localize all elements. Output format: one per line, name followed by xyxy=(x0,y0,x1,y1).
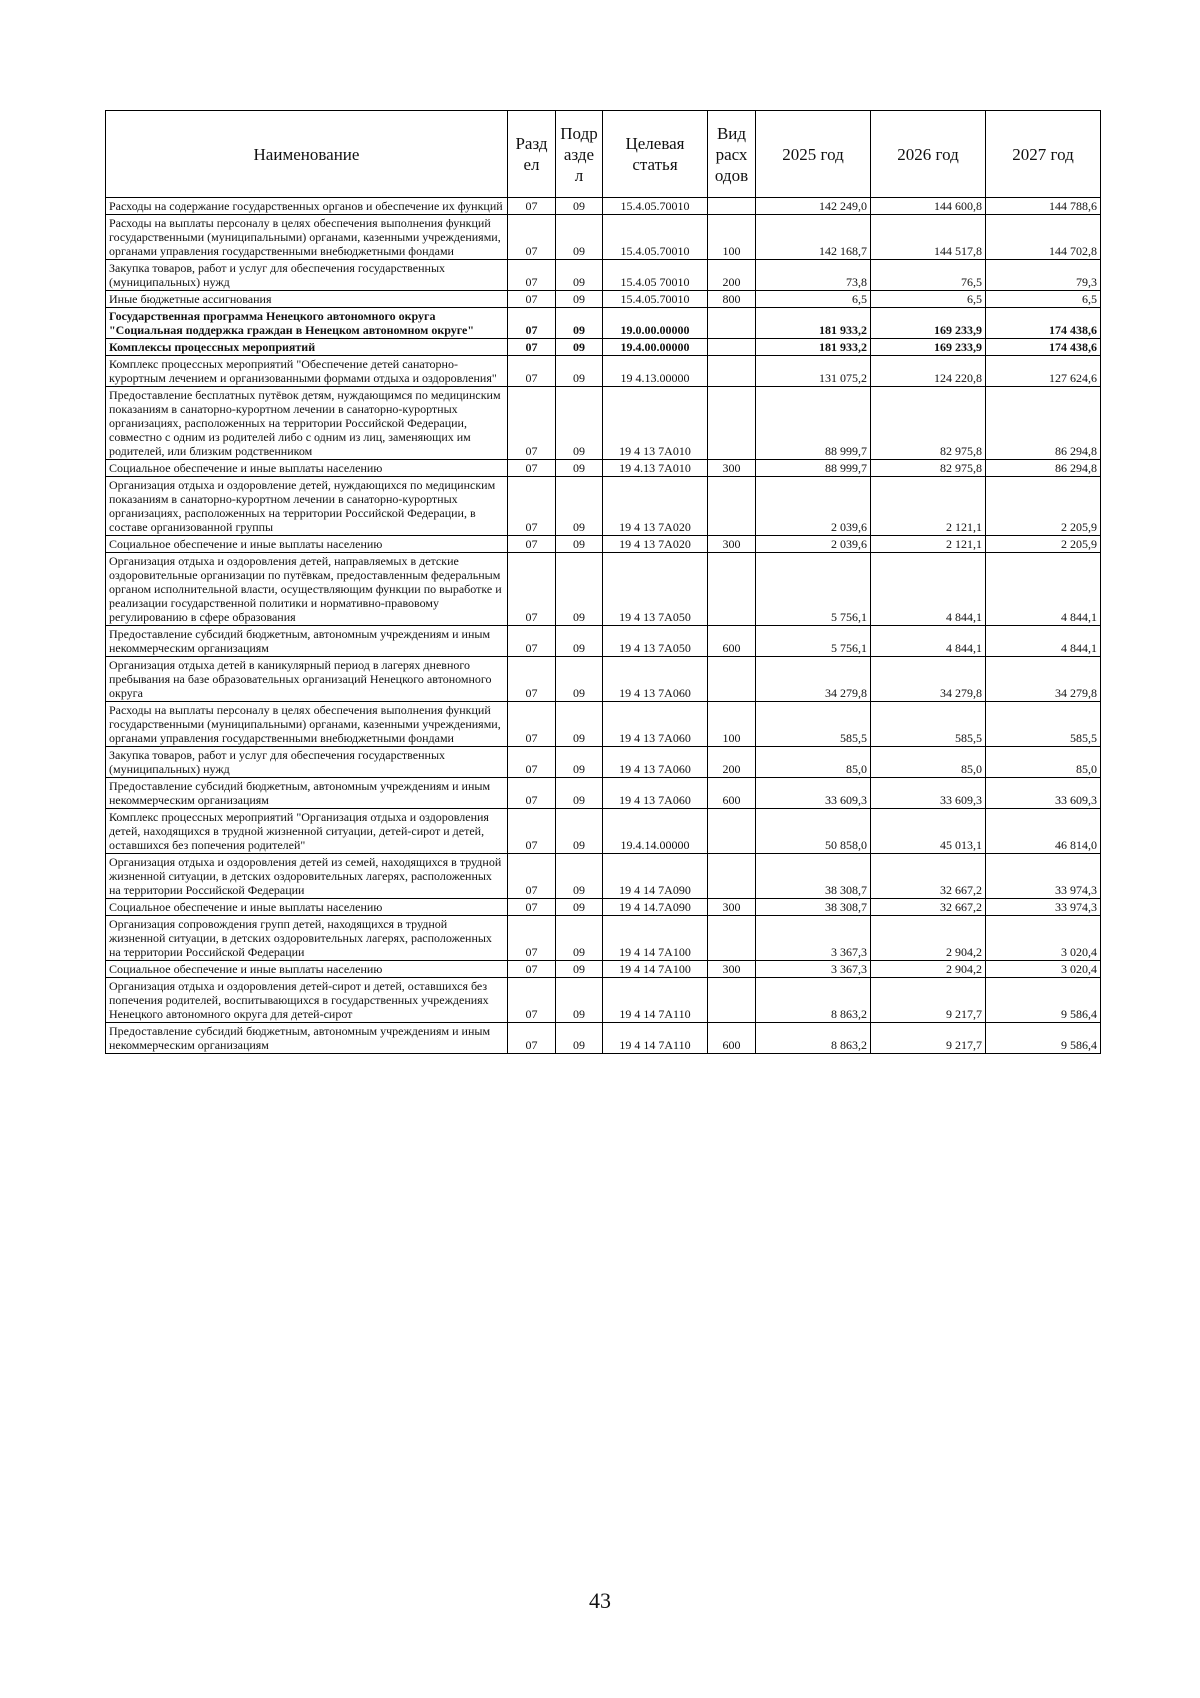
row-amount-2025: 2 039,6 xyxy=(756,536,871,553)
row-name: Предоставление субсидий бюджетным, автономным учреждениям и иным некоммерческим организациям xyxy=(106,626,508,657)
row-amount-2027: 174 438,6 xyxy=(986,308,1101,339)
row-expense-type: 100 xyxy=(708,215,756,260)
row-amount-2025: 3 367,3 xyxy=(756,961,871,978)
row-section: 07 xyxy=(508,657,556,702)
row-amount-2027: 9 586,4 xyxy=(986,978,1101,1023)
row-amount-2027: 3 020,4 xyxy=(986,916,1101,961)
row-amount-2027: 6,5 xyxy=(986,291,1101,308)
row-section: 07 xyxy=(508,778,556,809)
row-expense-type xyxy=(708,657,756,702)
row-subsection: 09 xyxy=(556,460,603,477)
table-row xyxy=(106,978,1101,1023)
row-amount-2027: 585,5 xyxy=(986,702,1101,747)
row-section: 07 xyxy=(508,387,556,460)
row-amount-2026: 2 121,1 xyxy=(871,536,986,553)
row-target-item: 19 4.13 7А010 xyxy=(603,460,708,477)
table-row xyxy=(106,387,1101,460)
row-subsection: 09 xyxy=(556,778,603,809)
row-expense-type: 800 xyxy=(708,291,756,308)
row-amount-2027: 9 586,4 xyxy=(986,1023,1101,1054)
row-expense-type xyxy=(708,387,756,460)
row-subsection: 09 xyxy=(556,809,603,854)
header-year-2025: 2025 год xyxy=(756,111,871,198)
row-amount-2026: 2 121,1 xyxy=(871,477,986,536)
row-expense-type: 100 xyxy=(708,702,756,747)
row-expense-type: 600 xyxy=(708,626,756,657)
row-target-item: 19 4 13 7А010 xyxy=(603,387,708,460)
row-name: Организация отдыха и оздоровления детей, направляемых в детские оздоровительные организации по путёвкам, предоставленным федеральным органом исполнительной власти, осуществляющим функции по выработке и реализации государственной политики и нормативно-правовому регулированию в сфере образования xyxy=(106,553,508,626)
table-row xyxy=(106,553,1101,626)
table-row xyxy=(106,809,1101,854)
row-expense-type xyxy=(708,308,756,339)
row-amount-2026: 76,5 xyxy=(871,260,986,291)
row-amount-2025: 33 609,3 xyxy=(756,778,871,809)
row-amount-2025: 2 039,6 xyxy=(756,477,871,536)
header-expense-type: Вид расх одов xyxy=(708,111,756,198)
row-amount-2026: 45 013,1 xyxy=(871,809,986,854)
row-name: Организация отдыха и оздоровление детей, нуждающихся по медицинским показаниям в санаторно-курортном лечении в санаторно-курортных организациях, расположенных на территории Российской Федерации, в составе организованной группы xyxy=(106,477,508,536)
row-amount-2026: 585,5 xyxy=(871,702,986,747)
row-name: Комплексы процессных мероприятий xyxy=(106,339,508,356)
row-name: Социальное обеспечение и иные выплаты населению xyxy=(106,899,508,916)
row-section: 07 xyxy=(508,854,556,899)
row-name: Организация отдыха и оздоровления детей-сирот и детей, оставшихся без попечения родителей, воспитывающихся в государственных учреждениях Ненецкого автономного округа для детей-сирот xyxy=(106,978,508,1023)
header-target-item: Целевая статья xyxy=(603,111,708,198)
row-amount-2025: 8 863,2 xyxy=(756,978,871,1023)
row-name: Закупка товаров, работ и услуг для обеспечения государственных (муниципальных) нужд xyxy=(106,747,508,778)
row-expense-type xyxy=(708,198,756,215)
row-name: Иные бюджетные ассигнования xyxy=(106,291,508,308)
row-subsection: 09 xyxy=(556,899,603,916)
row-target-item: 19.4.14.00000 xyxy=(603,809,708,854)
row-name: Государственная программа Ненецкого автономного округа "Социальная поддержка граждан в Ненецком автономном округе" xyxy=(106,308,508,339)
table-row xyxy=(106,308,1101,339)
row-section: 07 xyxy=(508,356,556,387)
row-amount-2025: 181 933,2 xyxy=(756,308,871,339)
table-row xyxy=(106,460,1101,477)
row-amount-2026: 144 600,8 xyxy=(871,198,986,215)
header-subsection: Подр азде л xyxy=(556,111,603,198)
row-name: Организация отдыха и оздоровления детей из семей, находящихся в трудной жизненной ситуации, в детских оздоровительных лагерях, расположенных на территории Российской Федерации xyxy=(106,854,508,899)
header-section: Разд ел xyxy=(508,111,556,198)
row-amount-2027: 86 294,8 xyxy=(986,387,1101,460)
row-amount-2026: 124 220,8 xyxy=(871,356,986,387)
row-expense-type: 300 xyxy=(708,961,756,978)
row-amount-2027: 86 294,8 xyxy=(986,460,1101,477)
row-target-item: 19 4 13 7А060 xyxy=(603,702,708,747)
row-name: Предоставление субсидий бюджетным, автономным учреждениям и иным некоммерческим организациям xyxy=(106,778,508,809)
table-row xyxy=(106,961,1101,978)
row-section: 07 xyxy=(508,198,556,215)
row-section: 07 xyxy=(508,978,556,1023)
table-row xyxy=(106,291,1101,308)
row-amount-2027: 174 438,6 xyxy=(986,339,1101,356)
row-target-item: 19 4 14 7А100 xyxy=(603,961,708,978)
row-expense-type xyxy=(708,339,756,356)
row-amount-2025: 38 308,7 xyxy=(756,899,871,916)
table-row xyxy=(106,198,1101,215)
row-expense-type: 300 xyxy=(708,536,756,553)
row-amount-2025: 181 933,2 xyxy=(756,339,871,356)
row-amount-2027: 46 814,0 xyxy=(986,809,1101,854)
row-expense-type xyxy=(708,809,756,854)
row-section: 07 xyxy=(508,626,556,657)
row-expense-type: 600 xyxy=(708,778,756,809)
row-name: Организация отдыха детей в каникулярный период в лагерях дневного пребывания на базе образовательных организаций Ненецкого автономного округа xyxy=(106,657,508,702)
row-subsection: 09 xyxy=(556,916,603,961)
row-name: Предоставление бесплатных путёвок детям, нуждающимся по медицинским показаниям в санаторно-курортном лечении в санаторно-курортных организациях, расположенных на территории Российской Федерации, совместно с одним из родителей либо с одним из лиц, заменяющих им родителей, или близким родственником xyxy=(106,387,508,460)
row-amount-2026: 34 279,8 xyxy=(871,657,986,702)
row-section: 07 xyxy=(508,916,556,961)
row-amount-2026: 82 975,8 xyxy=(871,387,986,460)
row-name: Предоставление субсидий бюджетным, автономным учреждениям и иным некоммерческим организациям xyxy=(106,1023,508,1054)
row-amount-2027: 85,0 xyxy=(986,747,1101,778)
row-amount-2027: 34 279,8 xyxy=(986,657,1101,702)
row-amount-2026: 85,0 xyxy=(871,747,986,778)
row-amount-2026: 4 844,1 xyxy=(871,626,986,657)
row-target-item: 19 4 13 7А060 xyxy=(603,657,708,702)
row-amount-2027: 33 974,3 xyxy=(986,854,1101,899)
row-amount-2027: 2 205,9 xyxy=(986,536,1101,553)
row-amount-2027: 33 609,3 xyxy=(986,778,1101,809)
row-subsection: 09 xyxy=(556,626,603,657)
row-amount-2026: 169 233,9 xyxy=(871,308,986,339)
row-name: Закупка товаров, работ и услуг для обеспечения государственных (муниципальных) нужд xyxy=(106,260,508,291)
row-subsection: 09 xyxy=(556,553,603,626)
row-target-item: 19 4 14 7А090 xyxy=(603,854,708,899)
row-name: Расходы на содержание государственных органов и обеспечение их функций xyxy=(106,198,508,215)
row-amount-2027: 4 844,1 xyxy=(986,626,1101,657)
row-target-item: 19 4 14.7А090 xyxy=(603,899,708,916)
row-expense-type: 600 xyxy=(708,1023,756,1054)
row-expense-type xyxy=(708,916,756,961)
row-target-item: 19 4 14 7А110 xyxy=(603,1023,708,1054)
table-body xyxy=(106,198,1101,1054)
row-amount-2026: 2 904,2 xyxy=(871,916,986,961)
table-row xyxy=(106,260,1101,291)
row-amount-2025: 6,5 xyxy=(756,291,871,308)
table-row xyxy=(106,356,1101,387)
row-amount-2025: 88 999,7 xyxy=(756,460,871,477)
row-amount-2026: 9 217,7 xyxy=(871,978,986,1023)
row-amount-2026: 82 975,8 xyxy=(871,460,986,477)
row-expense-type: 200 xyxy=(708,747,756,778)
table-row xyxy=(106,702,1101,747)
row-subsection: 09 xyxy=(556,387,603,460)
row-amount-2027: 3 020,4 xyxy=(986,961,1101,978)
row-amount-2026: 32 667,2 xyxy=(871,854,986,899)
row-expense-type xyxy=(708,356,756,387)
row-subsection: 09 xyxy=(556,1023,603,1054)
row-expense-type: 300 xyxy=(708,899,756,916)
table-row xyxy=(106,916,1101,961)
row-amount-2027: 4 844,1 xyxy=(986,553,1101,626)
row-amount-2026: 9 217,7 xyxy=(871,1023,986,1054)
row-section: 07 xyxy=(508,702,556,747)
row-name: Расходы на выплаты персоналу в целях обеспечения выполнения функций государственными (муниципальными) органами, казенными учреждениями, органами управления государственными внебюджетными фондами xyxy=(106,702,508,747)
row-section: 07 xyxy=(508,339,556,356)
table-row xyxy=(106,778,1101,809)
row-expense-type: 300 xyxy=(708,460,756,477)
row-target-item: 19.0.00.00000 xyxy=(603,308,708,339)
header-name: Наименование xyxy=(106,111,508,198)
row-subsection: 09 xyxy=(556,308,603,339)
row-amount-2026: 169 233,9 xyxy=(871,339,986,356)
row-amount-2027: 144 702,8 xyxy=(986,215,1101,260)
page-number: 43 xyxy=(589,1588,611,1613)
row-section: 07 xyxy=(508,477,556,536)
row-subsection: 09 xyxy=(556,702,603,747)
row-amount-2025: 5 756,1 xyxy=(756,626,871,657)
row-amount-2025: 38 308,7 xyxy=(756,854,871,899)
row-target-item: 19 4 13 7А050 xyxy=(603,553,708,626)
row-subsection: 09 xyxy=(556,961,603,978)
header-year-2027: 2027 год xyxy=(986,111,1101,198)
row-amount-2025: 88 999,7 xyxy=(756,387,871,460)
row-subsection: 09 xyxy=(556,260,603,291)
row-target-item: 19 4 13 7А050 xyxy=(603,626,708,657)
row-name: Комплекс процессных мероприятий "Обеспечение детей санаторно-курортным лечением и организованными формами отдыха и оздоровления" xyxy=(106,356,508,387)
row-amount-2025: 85,0 xyxy=(756,747,871,778)
row-subsection: 09 xyxy=(556,978,603,1023)
row-target-item: 19.4.00.00000 xyxy=(603,339,708,356)
row-section: 07 xyxy=(508,961,556,978)
row-target-item: 15.4.05 70010 xyxy=(603,260,708,291)
row-amount-2025: 8 863,2 xyxy=(756,1023,871,1054)
row-amount-2025: 585,5 xyxy=(756,702,871,747)
row-amount-2027: 33 974,3 xyxy=(986,899,1101,916)
row-subsection: 09 xyxy=(556,477,603,536)
table-row xyxy=(106,1023,1101,1054)
row-subsection: 09 xyxy=(556,536,603,553)
row-target-item: 15.4.05.70010 xyxy=(603,291,708,308)
row-amount-2026: 2 904,2 xyxy=(871,961,986,978)
row-section: 07 xyxy=(508,308,556,339)
row-name: Комплекс процессных мероприятий "Организация отдыха и оздоровления детей, находящихся в трудной жизненной ситуации, детей-сирот и детей, оставшихся без попечения родителей" xyxy=(106,809,508,854)
row-subsection: 09 xyxy=(556,657,603,702)
row-subsection: 09 xyxy=(556,215,603,260)
row-expense-type xyxy=(708,978,756,1023)
row-amount-2026: 6,5 xyxy=(871,291,986,308)
row-section: 07 xyxy=(508,536,556,553)
row-expense-type xyxy=(708,553,756,626)
row-amount-2026: 32 667,2 xyxy=(871,899,986,916)
row-section: 07 xyxy=(508,291,556,308)
row-amount-2025: 142 168,7 xyxy=(756,215,871,260)
row-subsection: 09 xyxy=(556,356,603,387)
row-name: Социальное обеспечение и иные выплаты населению xyxy=(106,961,508,978)
row-name: Расходы на выплаты персоналу в целях обеспечения выполнения функций государственными (муниципальными) органами, казенными учреждениями, органами управления государственными внебюджетными фондами xyxy=(106,215,508,260)
row-expense-type xyxy=(708,854,756,899)
row-section: 07 xyxy=(508,215,556,260)
row-subsection: 09 xyxy=(556,291,603,308)
row-amount-2025: 3 367,3 xyxy=(756,916,871,961)
row-target-item: 19 4.13.00000 xyxy=(603,356,708,387)
row-section: 07 xyxy=(508,899,556,916)
row-target-item: 19 4 14 7А110 xyxy=(603,978,708,1023)
row-section: 07 xyxy=(508,809,556,854)
row-amount-2025: 5 756,1 xyxy=(756,553,871,626)
row-amount-2025: 73,8 xyxy=(756,260,871,291)
row-amount-2025: 50 858,0 xyxy=(756,809,871,854)
table-row xyxy=(106,215,1101,260)
table-row xyxy=(106,477,1101,536)
header-year-2026: 2026 год xyxy=(871,111,986,198)
row-target-item: 19 4 13 7А020 xyxy=(603,536,708,553)
row-amount-2027: 2 205,9 xyxy=(986,477,1101,536)
row-name: Социальное обеспечение и иные выплаты населению xyxy=(106,460,508,477)
row-target-item: 19 4 13 7А020 xyxy=(603,477,708,536)
table-header-row xyxy=(106,111,1101,198)
row-target-item: 19 4 14 7А100 xyxy=(603,916,708,961)
row-target-item: 19 4 13 7А060 xyxy=(603,778,708,809)
table-row xyxy=(106,899,1101,916)
row-target-item: 15.4.05.70010 xyxy=(603,198,708,215)
row-section: 07 xyxy=(508,1023,556,1054)
row-amount-2025: 34 279,8 xyxy=(756,657,871,702)
row-amount-2027: 79,3 xyxy=(986,260,1101,291)
row-amount-2026: 33 609,3 xyxy=(871,778,986,809)
table-row xyxy=(106,339,1101,356)
table-row xyxy=(106,657,1101,702)
table-row xyxy=(106,854,1101,899)
row-amount-2027: 144 788,6 xyxy=(986,198,1101,215)
row-amount-2025: 142 249,0 xyxy=(756,198,871,215)
row-subsection: 09 xyxy=(556,854,603,899)
row-expense-type: 200 xyxy=(708,260,756,291)
row-section: 07 xyxy=(508,460,556,477)
row-section: 07 xyxy=(508,747,556,778)
row-amount-2025: 131 075,2 xyxy=(756,356,871,387)
row-name: Организация сопровождения групп детей, находящихся в трудной жизненной ситуации, в детских оздоровительных лагерях, расположенных на территории Российской Федерации xyxy=(106,916,508,961)
row-amount-2026: 144 517,8 xyxy=(871,215,986,260)
row-subsection: 09 xyxy=(556,198,603,215)
row-target-item: 19 4 13 7А060 xyxy=(603,747,708,778)
row-amount-2027: 127 624,6 xyxy=(986,356,1101,387)
row-expense-type xyxy=(708,477,756,536)
budget-table xyxy=(105,110,1101,1054)
row-section: 07 xyxy=(508,260,556,291)
row-amount-2026: 4 844,1 xyxy=(871,553,986,626)
row-section: 07 xyxy=(508,553,556,626)
table-row xyxy=(106,626,1101,657)
row-subsection: 09 xyxy=(556,747,603,778)
row-target-item: 15.4.05.70010 xyxy=(603,215,708,260)
row-subsection: 09 xyxy=(556,339,603,356)
table-row xyxy=(106,747,1101,778)
row-name: Социальное обеспечение и иные выплаты населению xyxy=(106,536,508,553)
table-row xyxy=(106,536,1101,553)
